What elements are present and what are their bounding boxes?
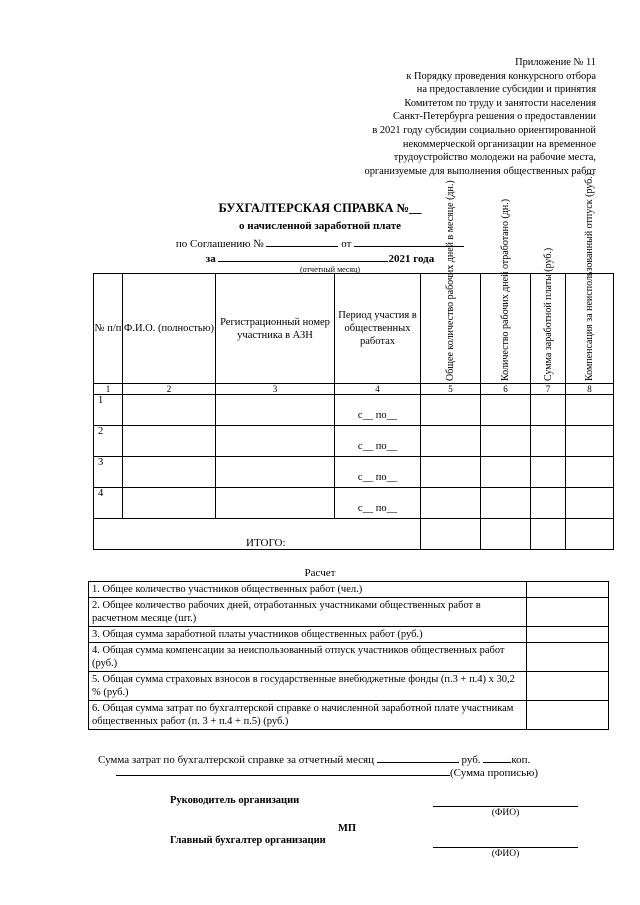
period-cell[interactable] xyxy=(335,457,421,488)
column-number: 2 xyxy=(123,384,216,395)
calc-row xyxy=(89,701,609,730)
col-header-total-days-text: Общее количество рабочих дней в месяце (дн.) xyxy=(445,179,456,381)
salary-cell[interactable] xyxy=(531,457,566,488)
period-value: с__ по__ xyxy=(357,441,398,452)
total-days-cell[interactable] xyxy=(421,457,481,488)
column-number: 8 xyxy=(566,384,614,395)
appendix-line: Комитетом по труду и занятости населения xyxy=(404,97,596,109)
worked-days-cell[interactable] xyxy=(481,488,531,519)
head-signature-field[interactable] xyxy=(433,806,578,807)
head-signature-label: Руководитель организации xyxy=(170,795,300,806)
calc-item-label: 2. Общее количество рабочих дней, отработанных участниками общественных работ в расчетном месяце (шт.) xyxy=(89,598,527,627)
total-days-cell[interactable] xyxy=(421,395,481,426)
col-header-salary-text: Сумма заработной платы (руб.) xyxy=(542,247,554,381)
worked-days-cell[interactable] xyxy=(481,457,531,488)
fio-cell[interactable] xyxy=(123,395,216,426)
appendix-line: трудоустройство молодежи на рабочие места, xyxy=(393,152,596,164)
row-number: 1 xyxy=(94,395,123,426)
summary-line xyxy=(98,752,530,766)
column-number: 4 xyxy=(335,384,421,395)
column-number: 1 xyxy=(94,384,123,395)
accountant-fio-caption: (ФИО) xyxy=(491,849,520,859)
worked-days-sum-cell[interactable] xyxy=(481,519,531,550)
calc-row xyxy=(89,598,609,627)
appendix-line: некоммерческой организации на временное xyxy=(402,138,596,150)
column-number-row xyxy=(94,384,614,395)
total-label: ИТОГО: xyxy=(94,519,421,550)
col-header-fio: Ф.И.О. (полностью) xyxy=(123,274,216,384)
column-number: 5 xyxy=(421,384,481,395)
appendix-line: к Порядку проведения конкурсного отбора xyxy=(406,70,596,82)
column-number: 6 xyxy=(481,384,531,395)
summary-words-field[interactable] xyxy=(116,765,450,776)
agreement-prefix: по Соглашению № xyxy=(175,238,264,250)
stamp-label: МП xyxy=(338,823,357,834)
reg-number-cell[interactable] xyxy=(216,488,335,519)
fio-cell[interactable] xyxy=(123,488,216,519)
fio-cell[interactable] xyxy=(123,426,216,457)
col-header-total-days xyxy=(421,179,481,384)
compensation-cell[interactable] xyxy=(566,426,614,457)
appendix-line: в 2021 году субсидии социально ориентированной xyxy=(372,124,596,136)
summary-rub-field[interactable] xyxy=(377,752,459,763)
calc-value-cell[interactable] xyxy=(527,701,609,730)
accountant-signature-field[interactable] xyxy=(433,847,578,848)
appendix-line: на предоставление субсидии и принятия xyxy=(416,84,596,96)
worked-days-cell[interactable] xyxy=(481,395,531,426)
calculation-table xyxy=(88,581,609,730)
calc-value-cell[interactable] xyxy=(527,598,609,627)
summary-rub-label: руб. xyxy=(461,754,481,766)
period-prefix: за xyxy=(205,253,216,265)
row-number: 2 xyxy=(94,426,123,457)
col-header-worked-days-text: Количество рабочих дней отработано (дн.) xyxy=(500,198,511,381)
appendix-line: организуемые для выполнения общественных работ xyxy=(364,165,596,177)
head-fio-caption: (ФИО) xyxy=(491,808,520,818)
table-row xyxy=(94,395,614,426)
salary-cell[interactable] xyxy=(531,488,566,519)
calc-item-label: 6. Общая сумма затрат по бухгалтерской справке о начисленной заработной плате участникам общественных работ (п. 3 + п.4 + п.5) (руб.) xyxy=(89,701,527,730)
period-caption: (отчетный месяц) xyxy=(300,265,361,274)
total-days-cell[interactable] xyxy=(421,488,481,519)
calc-item-label: 4. Общая сумма компенсации за неиспользованный отпуск участников общественных работ (руб.) xyxy=(89,643,527,672)
col-header-compensation-text: Компенсация за неиспользованный отпуск (руб.) xyxy=(584,172,595,381)
fio-cell[interactable] xyxy=(123,457,216,488)
period-value: с__ по__ xyxy=(357,410,398,421)
col-header-salary xyxy=(531,247,566,384)
worked-days-cell[interactable] xyxy=(481,426,531,457)
col-header-period: Период участия в общественных работах xyxy=(335,274,421,384)
col-header-worked-days xyxy=(481,198,531,384)
summary-words-caption: (Сумма прописью) xyxy=(450,767,538,779)
calc-row xyxy=(89,627,609,643)
calc-item-label: 3. Общая сумма заработной платы участников общественных работ (руб.) xyxy=(89,627,527,643)
calc-value-cell[interactable] xyxy=(527,582,609,598)
calc-item-label: 5. Общая сумма страховых взносов в государственные внебюджетные фонды (п.3 + п.4) х 30,2 % (руб.) xyxy=(89,672,527,701)
calc-row xyxy=(89,643,609,672)
col-header-compensation xyxy=(566,172,614,384)
period-cell[interactable] xyxy=(335,488,421,519)
summary-words-line xyxy=(116,765,538,779)
reg-number-cell[interactable] xyxy=(216,395,335,426)
period-value: с__ по__ xyxy=(357,472,398,483)
accountant-signature-label: Главный бухгалтер организации xyxy=(170,835,326,846)
row-number: 3 xyxy=(94,457,123,488)
agreement-number-field[interactable] xyxy=(266,236,338,247)
calc-value-cell[interactable] xyxy=(527,672,609,701)
table-row xyxy=(94,457,614,488)
appendix-line: Приложение № 11 xyxy=(515,57,596,68)
col-header-number: № п/п xyxy=(94,274,123,384)
reg-number-cell[interactable] xyxy=(216,457,335,488)
summary-kop-field[interactable] xyxy=(483,752,511,763)
document-title: БУХГАЛТЕРСКАЯ СПРАВКА №__ xyxy=(218,201,422,215)
agreement-from: от xyxy=(341,238,352,250)
compensation-cell[interactable] xyxy=(566,457,614,488)
compensation-cell[interactable] xyxy=(566,488,614,519)
total-days-cell[interactable] xyxy=(421,426,481,457)
salary-sum-cell[interactable] xyxy=(531,519,566,550)
calc-item-label: 1. Общее количество участников общественных работ (чел.) xyxy=(89,582,527,598)
calculation-title: Расчет xyxy=(304,567,336,579)
reg-number-cell[interactable] xyxy=(216,426,335,457)
calc-value-cell[interactable] xyxy=(527,627,609,643)
salary-cell[interactable] xyxy=(531,426,566,457)
total-row xyxy=(94,519,614,550)
calc-row xyxy=(89,672,609,701)
column-number: 7 xyxy=(531,384,566,395)
table-row xyxy=(94,488,614,519)
appendix-header xyxy=(276,56,596,178)
compensation-cell[interactable] xyxy=(566,395,614,426)
summary-text: Сумма затрат по бухгалтерской справке за отчетный месяц xyxy=(98,754,374,766)
compensation-sum-cell[interactable] xyxy=(566,519,614,550)
appendix-line: Санкт-Петербурга решения о предоставлении xyxy=(392,111,596,123)
col-header-reg-number: Регистрационный номер участника в АЗН xyxy=(216,274,335,384)
summary-kop-label: коп. xyxy=(511,754,531,766)
calc-value-cell[interactable] xyxy=(527,643,609,672)
period-suffix: 2021 года xyxy=(388,253,435,265)
period-month-field[interactable] xyxy=(218,251,388,262)
calc-row xyxy=(89,582,609,598)
row-number: 4 xyxy=(94,488,123,519)
total-days-sum-cell[interactable] xyxy=(421,519,481,550)
document-subtitle: о начисленной заработной плате xyxy=(239,220,401,232)
period-cell[interactable] xyxy=(335,395,421,426)
period-value: с__ по__ xyxy=(357,503,398,514)
table-row xyxy=(94,426,614,457)
column-number: 3 xyxy=(216,384,335,395)
period-cell[interactable] xyxy=(335,426,421,457)
salary-cell[interactable] xyxy=(531,395,566,426)
